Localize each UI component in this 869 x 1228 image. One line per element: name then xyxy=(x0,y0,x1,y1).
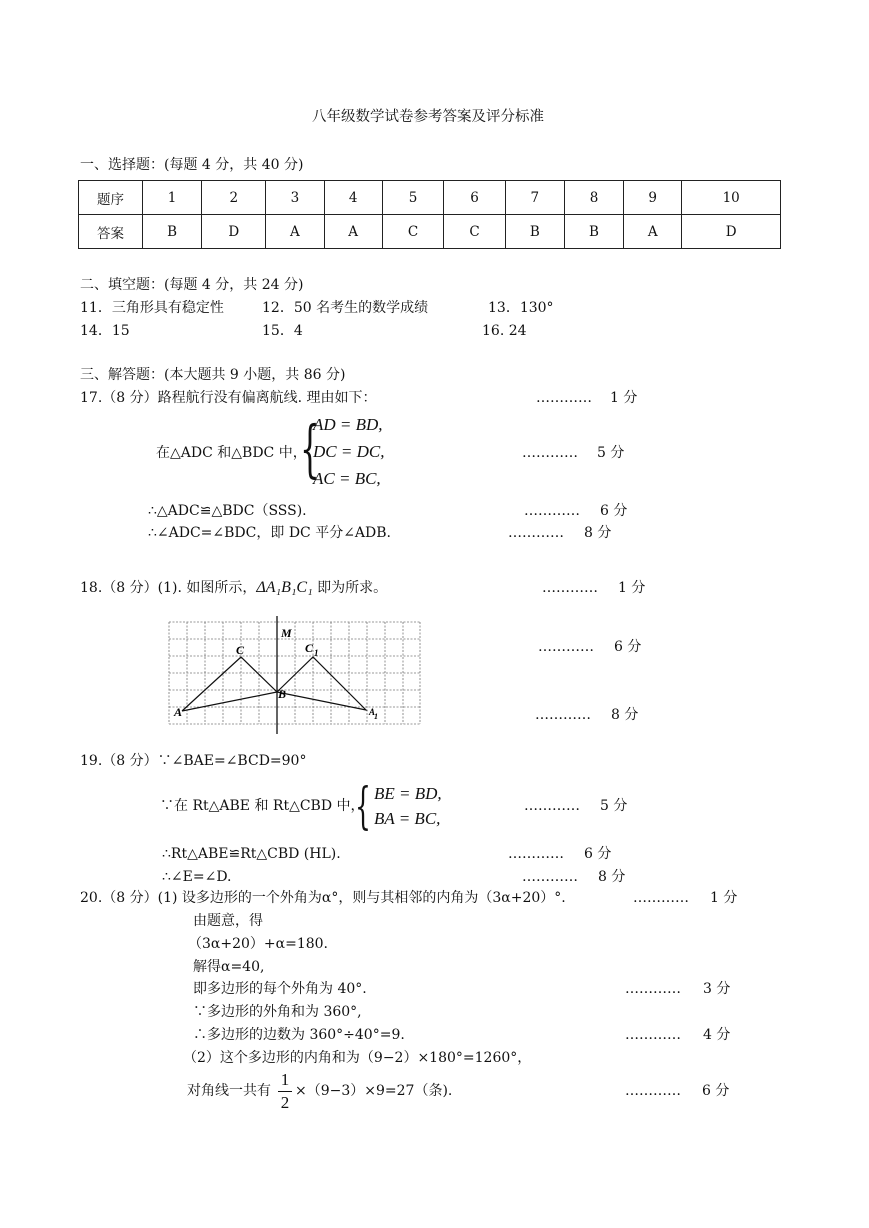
q18-triangle-notation: ΔA₁B₁C₁ xyxy=(256,579,313,596)
fraction-numerator: 1 xyxy=(280,1070,290,1089)
q20-score1: 1 分 xyxy=(710,890,738,906)
label-C: C xyxy=(236,643,245,657)
grid-lines xyxy=(169,622,420,724)
table-cell: 5 xyxy=(382,181,443,215)
table-cell: B xyxy=(143,215,202,249)
table-cell: 10 xyxy=(682,181,781,215)
q18-line1 xyxy=(80,579,387,597)
score-dots: ………… xyxy=(536,390,592,406)
answer-q11: 11．三角形具有稳定性 xyxy=(80,300,224,316)
table-cell: A xyxy=(266,215,324,249)
table-row-label: 题序 xyxy=(79,181,143,215)
table-cell: 4 xyxy=(324,181,382,215)
q18-score1: 1 分 xyxy=(618,580,646,596)
q20-line4: 解得α=40, xyxy=(193,959,265,975)
q17-eq3: AC = BC, xyxy=(313,469,381,488)
score-dots: ………… xyxy=(625,981,681,997)
table-row-answers xyxy=(79,215,781,249)
table-cell: C xyxy=(382,215,443,249)
q17-line1: 17.（8 分）路程航行没有偏离航线. 理由如下： xyxy=(80,390,377,406)
q20-line7: ∴多边形的边数为 360°÷40°=9. xyxy=(193,1027,405,1043)
label-A: A xyxy=(174,705,183,719)
score-dots: ………… xyxy=(538,639,594,655)
table-cell: A xyxy=(624,215,682,249)
table-cell: 7 xyxy=(505,181,564,215)
q17-score2: 5 分 xyxy=(597,445,625,461)
table-row-label: 答案 xyxy=(79,215,143,249)
fraction-one-half xyxy=(278,1070,292,1113)
q19-score3: 8 分 xyxy=(598,869,626,885)
fraction-denominator: 2 xyxy=(280,1093,290,1112)
q17-score1: 1 分 xyxy=(610,390,638,406)
score-dots: ………… xyxy=(524,798,580,814)
answer-q13: 13．130° xyxy=(488,300,554,316)
q20-score4: 6 分 xyxy=(702,1083,730,1099)
q20-line9-suffix: ×（9−3）×9=27（条). xyxy=(295,1083,453,1099)
label-A1: A xyxy=(369,707,376,717)
section-heading-fill: 二、填空题：(每题 4 分，共 24 分) xyxy=(80,277,304,293)
table-cell: 6 xyxy=(444,181,505,215)
table-cell: 1 xyxy=(143,181,202,215)
q20-line3: （3α+20）+α=180. xyxy=(188,936,328,952)
q19-condition-intro: ∵在 Rt△ABE 和 Rt△CBD 中， xyxy=(160,798,365,814)
q18-prefix: 18.（8 分）(1). 如图所示， xyxy=(80,580,257,596)
q20-line6: ∵多边形的外角和为 360°, xyxy=(193,1004,362,1020)
triangle-ABC xyxy=(182,657,277,711)
score-dots: ………… xyxy=(522,445,578,461)
score-dots: ………… xyxy=(522,869,578,885)
table-cell: 3 xyxy=(266,181,324,215)
section-heading-solve: 三、解答题：(本大题共 9 小题，共 86 分) xyxy=(80,367,346,383)
label-A1-subscript: 1 xyxy=(374,712,378,721)
label-C1: C xyxy=(305,641,314,655)
score-dots: ………… xyxy=(625,1027,681,1043)
q19-eq1: BE = BD, xyxy=(374,784,442,803)
score-dots: ………… xyxy=(508,846,564,862)
q17-line3: ∴△ADC≌△BDC（SSS). xyxy=(148,503,307,519)
q17-score4: 8 分 xyxy=(584,525,612,541)
left-brace: { xyxy=(355,777,371,835)
q19-eq2: BA = BC, xyxy=(374,809,441,828)
left-brace: { xyxy=(300,412,320,485)
table-cell: B xyxy=(564,215,623,249)
table-cell: C xyxy=(444,215,505,249)
table-row-numbers xyxy=(79,181,781,215)
table-cell: 9 xyxy=(624,181,682,215)
q20-line2: 由题意，得 xyxy=(193,913,263,929)
label-M: M xyxy=(281,626,292,640)
q18-suffix: 即为所求。 xyxy=(312,580,388,596)
q18-score3: 8 分 xyxy=(611,707,639,723)
q17-line4: ∴∠ADC=∠BDC，即 DC 平分∠ADB. xyxy=(148,525,392,541)
score-dots: ………… xyxy=(535,707,591,723)
q17-score3: 6 分 xyxy=(600,503,628,519)
score-dots: ………… xyxy=(542,580,598,596)
answer-q15: 15．4 xyxy=(262,323,303,339)
label-C1-subscript: 1 xyxy=(314,648,319,658)
q17-eq2: DC = DC, xyxy=(313,442,385,461)
table-cell: A xyxy=(324,215,382,249)
q20-score2: 3 分 xyxy=(703,981,731,997)
q20-line1: 20.（8 分）(1) 设多边形的一个外角为α°，则与其相邻的内角为（3α+20）°. xyxy=(80,890,566,906)
score-dots: ………… xyxy=(508,525,564,541)
q19-line4: ∴∠E=∠D. xyxy=(162,869,232,885)
answer-table xyxy=(78,180,781,249)
q19-line3: ∴Rt△ABE≌Rt△CBD (HL). xyxy=(162,846,341,862)
q20-line8: （2）这个多边形的内角和为（9−2）×180°=1260°， xyxy=(183,1050,532,1066)
q18-score2: 6 分 xyxy=(614,639,642,655)
score-dots: ………… xyxy=(633,890,689,906)
grid-figure xyxy=(164,614,426,738)
q17-condition-intro: 在△ADC 和△BDC 中， xyxy=(156,445,307,461)
table-cell: 8 xyxy=(564,181,623,215)
table-cell: D xyxy=(682,215,781,249)
answer-q14: 14．15 xyxy=(80,323,130,339)
q19-score1: 5 分 xyxy=(600,798,628,814)
answer-q16: 16. 24 xyxy=(482,323,527,339)
triangle-A1B1C1 xyxy=(277,657,366,710)
q20-line9-prefix: 对角线一共有 xyxy=(187,1083,271,1099)
label-B: B xyxy=(278,687,287,701)
q20-line5: 即多边形的每个外角为 40°. xyxy=(193,981,367,997)
section-heading-choice: 一、选择题：(每题 4 分，共 40 分) xyxy=(80,157,304,173)
table-cell: B xyxy=(505,215,564,249)
table-cell: D xyxy=(202,215,266,249)
page-title: 八年级数学试卷参考答案及评分标准 xyxy=(312,109,544,125)
q19-score2: 6 分 xyxy=(584,846,612,862)
score-dots: ………… xyxy=(625,1083,681,1099)
q20-score3: 4 分 xyxy=(703,1027,731,1043)
q19-line1: 19.（8 分）∵∠BAE=∠BCD=90° xyxy=(80,753,307,769)
score-dots: ………… xyxy=(524,503,580,519)
q17-eq1: AD = BD, xyxy=(313,415,383,434)
answer-q12: 12．50 名考生的数学成绩 xyxy=(262,300,429,316)
table-cell: 2 xyxy=(202,181,266,215)
